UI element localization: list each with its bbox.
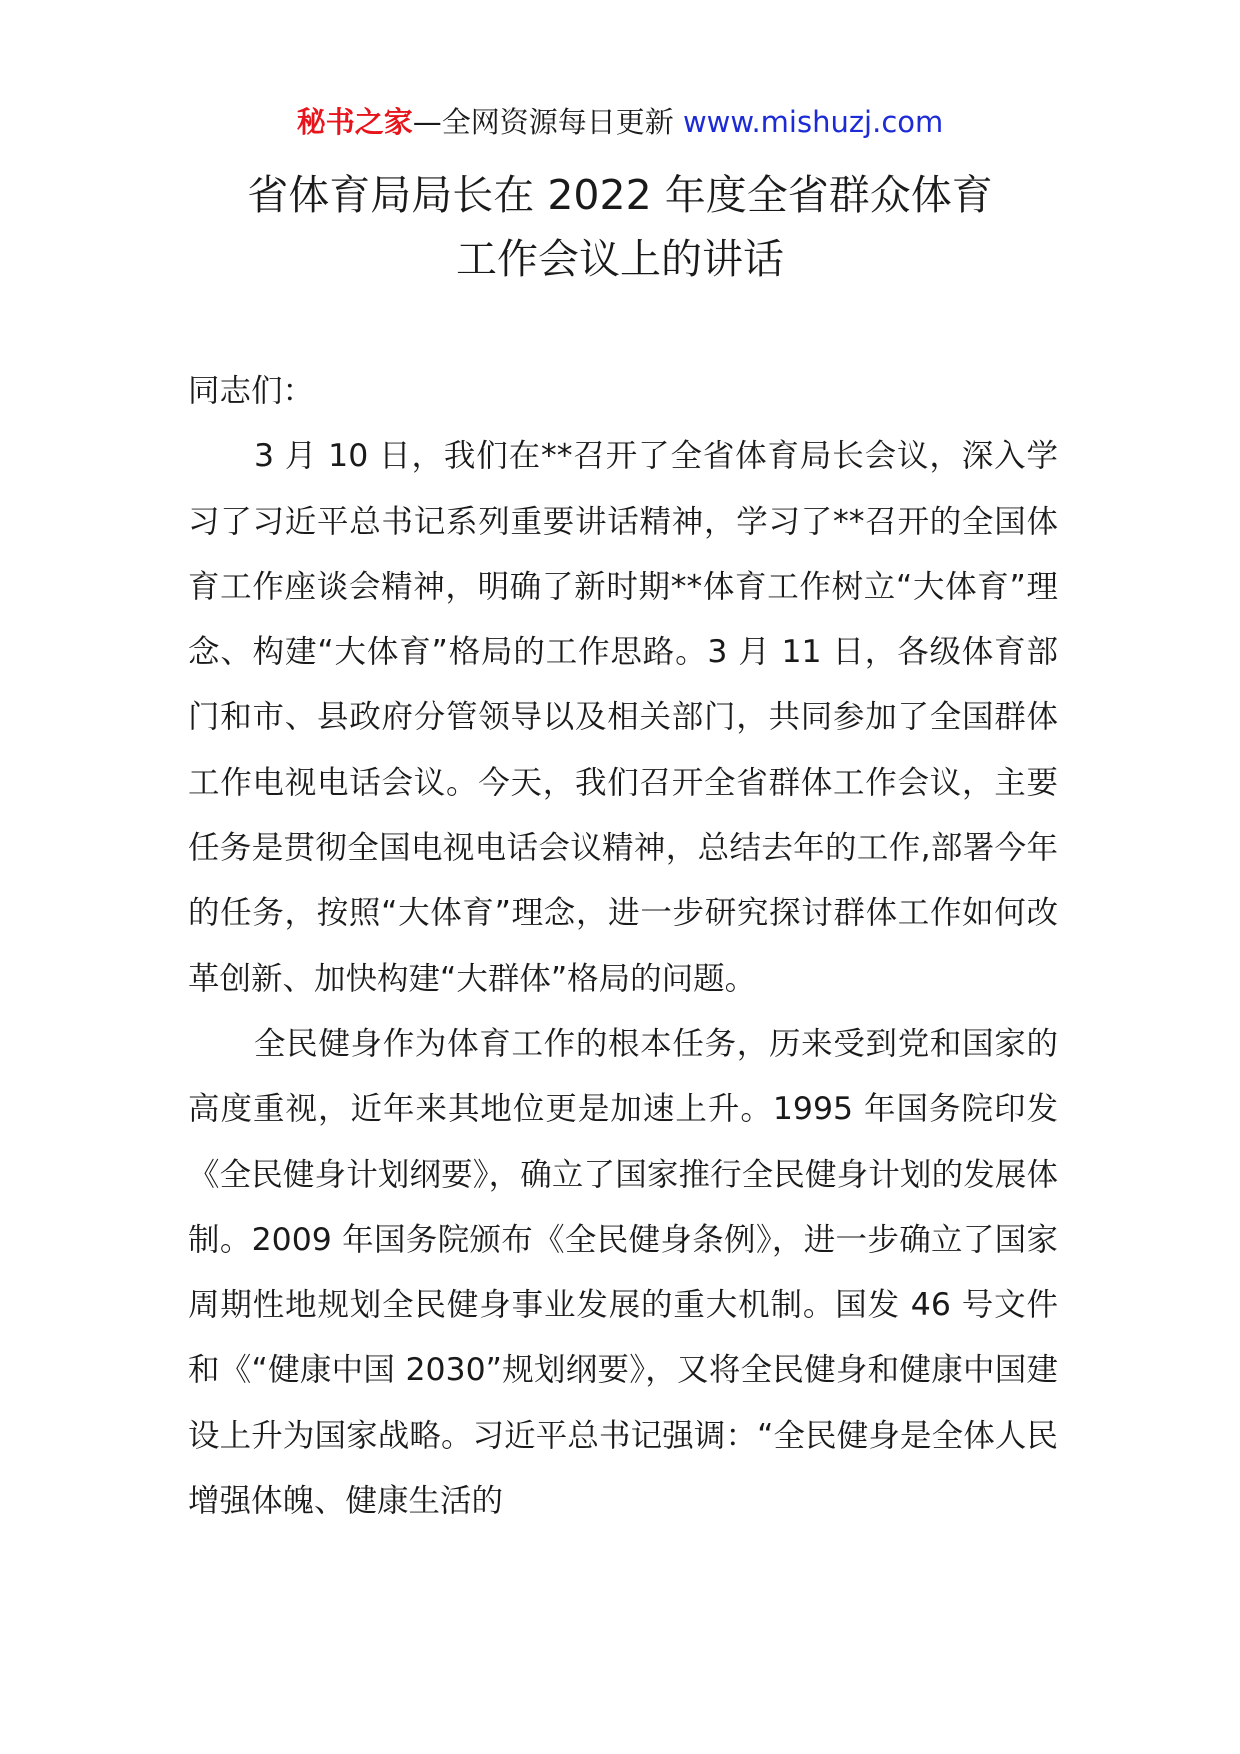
document-title [150, 163, 1090, 291]
body-paragraph-1: 3 月 10 日，我们在**召开了全省体育局长会议，深入学习了习近平总书记系列重要讲话精神，学习了**召开的全国体育工作座谈会精神，明确了新时期**体育工作树立“大体育”理念、构建“大体育”格局的工作思路。3 月 11 日，各级体育部门和市、县政府分管领导以及相关部门，共同参加了全国群体工作电视电话会议。今天，我们召开全省群体工作会议，主要任务是贯彻全国电视电话会议精神，总结去年的工作,部署今年的任务，按照“大体育”理念，进一步研究探讨群体工作如何改革创新、加快构建“大群体”格局的问题。 [188, 438, 1058, 997]
header-tagline: —全网资源每日更新 [412, 105, 683, 139]
site-url-link[interactable]: www.mishuzj.com [682, 105, 944, 139]
brand-name: 秘书之家 [296, 105, 413, 139]
site-header-banner [0, 102, 1240, 142]
body-paragraph-2: 全民健身作为体育工作的根本任务，历来受到党和国家的高度重视，近年来其地位更是加速上升。1995 年国务院印发《全民健身计划纲要》，确立了国家推行全民健身计划的发展体制。2009 年国务院颁布《全民健身条例》，进一步确立了国家周期性地规划全民健身事业发展的重大机制。国发 46 号文件和《“健康中国 2030”规划纲要》，又将全民健身和健康中国建设上升为国家战略。习近平总书记强调：“全民健身是全体人民增强体魄、健康生活的 [188, 1025, 1058, 1520]
salutation: 同志们： [188, 373, 315, 409]
title-line-2: 工作会议上的讲话 [456, 235, 784, 283]
title-line-1: 省体育局局长在 2022 年度全省群众体育 [247, 171, 993, 219]
document-body [188, 359, 1058, 1534]
